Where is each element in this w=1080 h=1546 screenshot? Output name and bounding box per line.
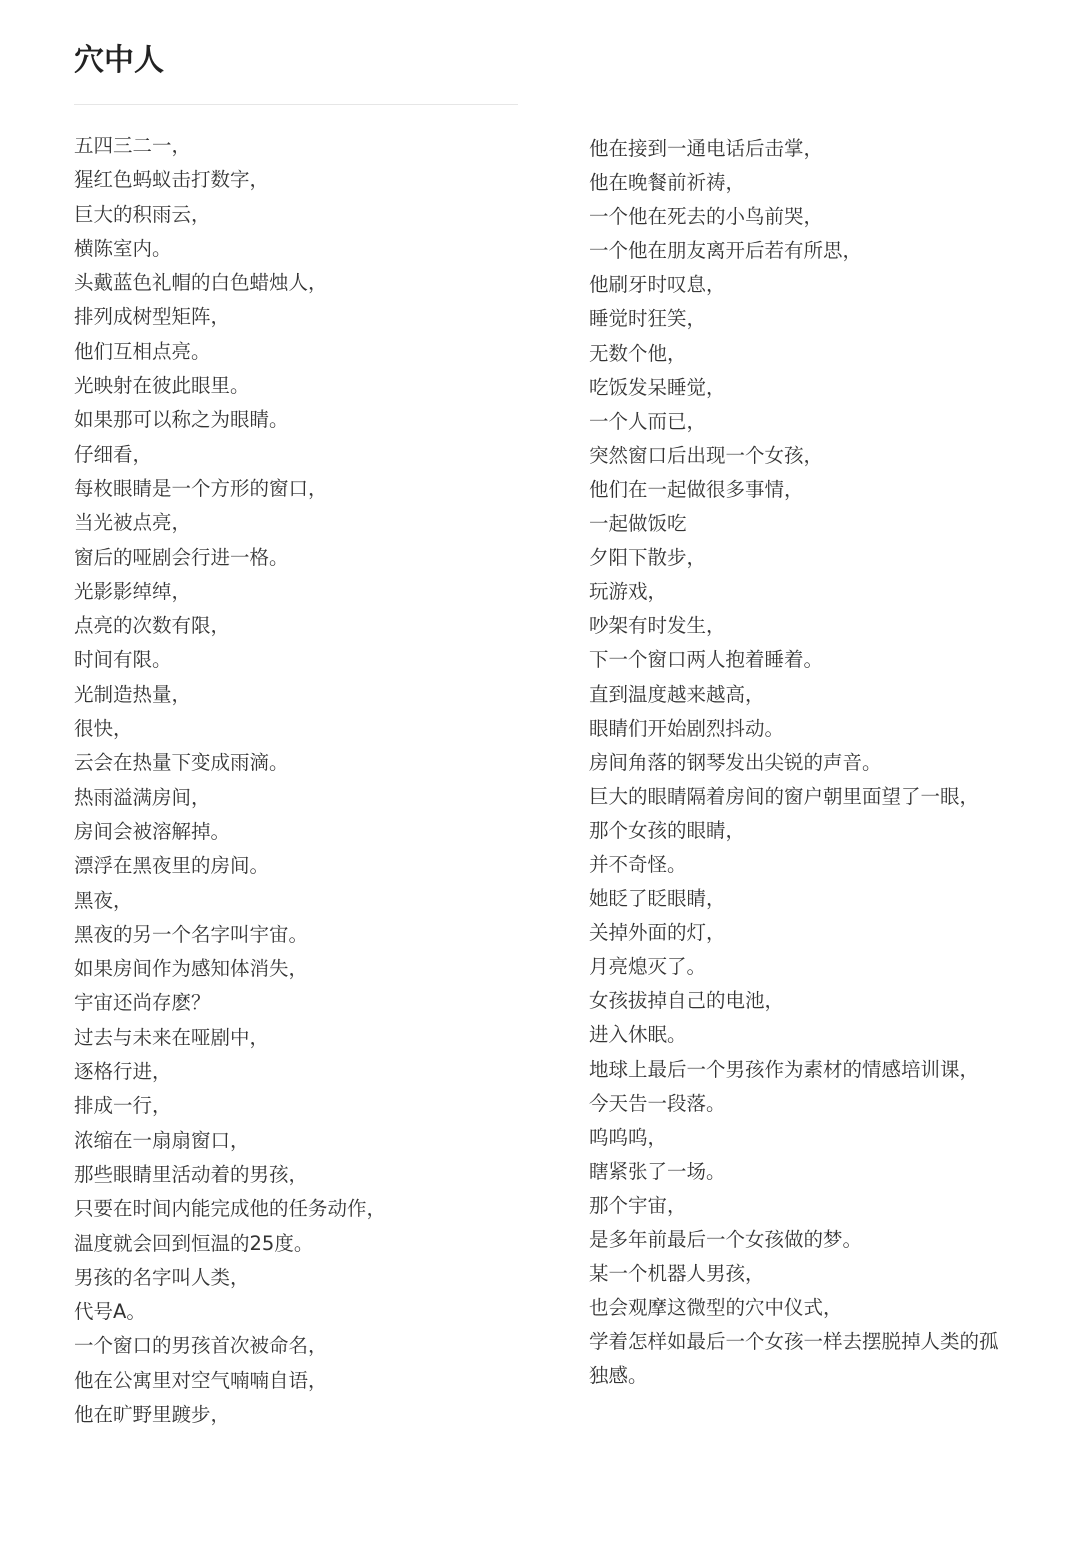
poem-line: 玩游戏， xyxy=(589,580,668,604)
poem-line: 横陈室内。 xyxy=(74,236,172,260)
poem-line: 房间会被溶解掉。 xyxy=(74,819,231,843)
poem-line: 一个窗口的男孩首次被命名， xyxy=(74,1334,328,1358)
poem-line: 独感。 xyxy=(589,1364,648,1388)
poem-line: 是多年前最后一个女孩做的梦。 xyxy=(589,1228,863,1251)
poem-line: 代号A。 xyxy=(74,1300,146,1324)
poem-line: 五四三二一， xyxy=(74,134,192,157)
poem-line: 一个人而已， xyxy=(589,409,707,433)
poem-line: 睡觉时狂笑， xyxy=(589,307,707,331)
poem-line: 无数个他， xyxy=(589,341,687,365)
poem-line: 排成一行， xyxy=(74,1094,172,1118)
poem-line: 吵架有时发生， xyxy=(589,614,726,638)
poem-line: 女孩拔掉自己的电池， xyxy=(589,989,785,1013)
poem-line: 他刷牙时叹息， xyxy=(589,273,726,297)
poem-line: 逐格行进， xyxy=(74,1060,172,1084)
poem-line: 如果房间作为感知体消失， xyxy=(74,957,309,981)
poem-line: 也会观摩这微型的穴中仪式， xyxy=(589,1296,843,1320)
poem-line: 漂浮在黑夜里的房间。 xyxy=(74,854,270,878)
poem-line: 她眨了眨眼睛， xyxy=(589,887,726,911)
poem-line: 那个宇宙， xyxy=(589,1193,687,1217)
poem-line: 光制造热量， xyxy=(74,682,192,706)
page-title: 穴中人 xyxy=(74,43,164,78)
poem-line: 当光被点亮， xyxy=(74,511,192,535)
poem-line: 光映射在彼此眼里。 xyxy=(74,374,250,398)
poem-line: 并不奇怪。 xyxy=(589,852,687,876)
poem-line: 点亮的次数有限， xyxy=(74,614,231,638)
poem-line: 他在晚餐前祈祷， xyxy=(589,171,746,195)
poem-line: 今天告一段落。 xyxy=(589,1091,726,1115)
poem-line: 进入休眠。 xyxy=(589,1023,687,1047)
poem-line: 黑夜的另一个名字叫宇宙。 xyxy=(74,922,309,946)
poem-line: 每枚眼睛是一个方形的窗口， xyxy=(74,476,328,500)
poem-line: 学着怎样如最后一个女孩一样去摆脱掉人类的孤 xyxy=(589,1330,999,1354)
poem-line: 他在接到一通电话后击掌， xyxy=(589,137,824,160)
poem-line: 一个他在死去的小鸟前哭， xyxy=(589,205,824,229)
poem-line: 只要在时间内能完成他的任务动作， xyxy=(74,1197,387,1221)
poem-left-column xyxy=(74,129,544,1432)
poem-line: 夕阳下散步， xyxy=(589,546,707,570)
poem-line: 巨大的积雨云， xyxy=(74,202,211,226)
poem-line: 光影影绰绰， xyxy=(74,579,192,603)
poem-line: 关掉外面的灯， xyxy=(589,921,726,945)
poem-line: 那个女孩的眼睛， xyxy=(589,818,746,842)
poem-line: 热雨溢满房间， xyxy=(74,785,211,809)
poem-line: 一起做饭吃 xyxy=(589,512,687,536)
poem-line: 那些眼睛里活动着的男孩， xyxy=(74,1162,309,1186)
poem-line: 巨大的眼睛隔着房间的窗户朝里面望了一眼， xyxy=(589,784,980,808)
poem-line: 呜呜呜， xyxy=(589,1125,668,1149)
poem-line: 地球上最后一个男孩作为素材的情感培训课， xyxy=(589,1057,980,1081)
poem-line: 眼睛们开始剧烈抖动。 xyxy=(589,716,785,740)
poem-line: 时间有限。 xyxy=(74,648,172,672)
poem-line: 窗后的哑剧会行进一格。 xyxy=(74,545,289,569)
poem-line: 突然窗口后出现一个女孩， xyxy=(589,443,824,467)
poem-line: 排列成树型矩阵， xyxy=(74,305,231,329)
poem-line: 他在公寓里对空气喃喃自语， xyxy=(74,1368,328,1392)
poem-line: 温度就会回到恒温的25度。 xyxy=(74,1231,314,1255)
poem-line: 很快， xyxy=(74,717,133,741)
poem-line: 房间角落的钢琴发出尖锐的声音。 xyxy=(589,750,882,774)
poem-line: 男孩的名字叫人类， xyxy=(74,1265,250,1289)
title-divider xyxy=(74,104,518,105)
poem-line: 他们在一起做很多事情， xyxy=(589,477,804,501)
poem-line: 浓缩在一扇扇窗口， xyxy=(74,1128,250,1152)
poem-line: 猩红色蚂蚁击打数字， xyxy=(74,168,270,192)
poem-line: 直到温度越来越高， xyxy=(589,682,765,706)
poem-line: 宇宙还尚存麽？ xyxy=(74,991,211,1015)
poem-line: 过去与未来在哑剧中， xyxy=(74,1025,270,1049)
poem-line: 他在旷野里踱步， xyxy=(74,1402,231,1426)
poem-line: 月亮熄灭了。 xyxy=(589,955,707,979)
poem-line: 下一个窗口两人抱着睡着。 xyxy=(589,648,824,672)
poem-line: 他们互相点亮。 xyxy=(74,339,211,363)
poem-line: 黑夜， xyxy=(74,888,133,912)
poem-line: 瞎紧张了一场。 xyxy=(589,1159,726,1183)
poem-line: 吃饭发呆睡觉， xyxy=(589,375,726,399)
poem-line: 仔细看， xyxy=(74,442,153,466)
poem-right-column xyxy=(589,132,1029,1393)
poem-line: 如果那可以称之为眼睛。 xyxy=(74,408,289,432)
poem-line: 云会在热量下变成雨滴。 xyxy=(74,751,289,775)
poem-line: 头戴蓝色礼帽的白色蜡烛人， xyxy=(74,271,328,295)
poem-line: 某一个机器人男孩， xyxy=(589,1262,765,1286)
poem-line: 一个他在朋友离开后若有所思， xyxy=(589,239,863,263)
